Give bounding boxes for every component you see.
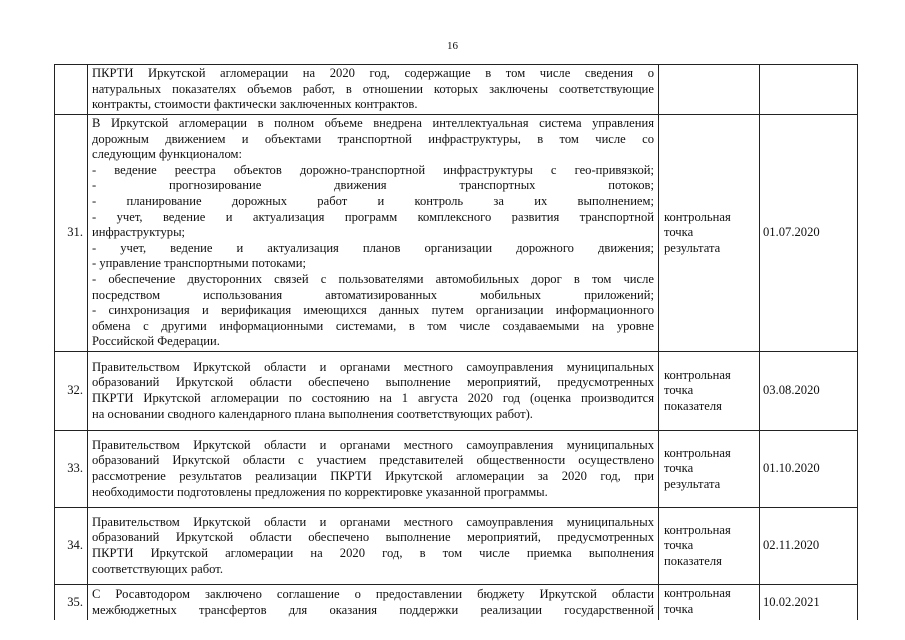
checkpoint-type	[659, 115, 760, 352]
description-line: натуральных показателях объемов работ, в отношении которых заключены соответствующие	[92, 81, 654, 96]
checkpoint-type	[659, 507, 760, 584]
row-number: 31.	[55, 115, 88, 352]
description-line: - прогнозирование движения транспортных потоков;	[92, 178, 654, 193]
description-line: следующим функционалом:	[92, 147, 242, 162]
description-line: контракты, стоимости фактически заключенных контрактов.	[92, 97, 418, 112]
checkpoint-type-word: результата	[664, 476, 721, 491]
description-line: межбюджетных трансфертов для оказания поддержки реализации государственной	[92, 602, 654, 617]
row-description	[88, 65, 659, 115]
row-description	[88, 115, 659, 352]
row-description	[88, 430, 659, 507]
description-line: дорожным движением и объектами транспортной инфраструктуры, в том числе со	[92, 131, 654, 146]
checkpoint-date: 01.10.2020	[760, 430, 858, 507]
table-row	[55, 65, 858, 115]
row-number	[55, 65, 88, 115]
description-line: ПКРТИ Иркутской агломерации на 2020 год, содержащие в том числе сведения о	[92, 66, 654, 81]
description-line: инфраструктуры;	[92, 225, 186, 240]
table-body	[55, 65, 858, 621]
checkpoint-type-word: точка	[664, 461, 694, 476]
description-line: образований Иркутской области обеспечено выполнение мероприятий, предусмотренных	[92, 375, 654, 390]
description-line: рассмотрение результатов реализации ПКРТИ Иркутской агломерации за 2020 год, при	[92, 468, 654, 483]
description-line: С Росавтодором заключено соглашение о предоставлении бюджету Иркутской области	[92, 587, 654, 602]
table-row	[55, 584, 858, 620]
checkpoint-type-word: показателя	[664, 398, 722, 413]
description-line: - учет, ведение и актуализация планов организации дорожного движения;	[92, 240, 654, 255]
description-line: Российской Федерации.	[92, 334, 220, 349]
checkpoint-type-word: контрольная	[664, 522, 731, 537]
description-line: образований Иркутской области обеспечено выполнение мероприятий, предусмотренных	[92, 530, 654, 545]
description-line: - управление транспортными потоками;	[92, 256, 306, 271]
checkpoint-date	[760, 65, 858, 115]
description-line: - ведение реестра объектов дорожно-транспортной инфраструктуры с гео-привязкой;	[92, 162, 654, 177]
description-line: - планирование дорожных работ и контроль за их выполнением;	[92, 193, 654, 208]
checkpoint-date: 01.07.2020	[760, 115, 858, 352]
description-line: - синхронизация и верификация имеющихся данных путем организации информационного	[92, 303, 654, 318]
checkpoint-date: 03.08.2020	[760, 351, 858, 430]
description-line: на основании сводного календарного плана выполнения соответствующих работ).	[92, 406, 533, 421]
row-description	[88, 351, 659, 430]
description-line: необходимости подготовлены предложения по корректировке указанной программы.	[92, 484, 548, 499]
description-line: Правительством Иркутской области и органами местного самоуправления муниципальных	[92, 359, 654, 374]
table-row	[55, 115, 858, 352]
checkpoint-date: 10.02.2021	[760, 584, 858, 620]
checkpoint-type	[659, 351, 760, 430]
table-row	[55, 430, 858, 507]
checkpoint-type-word: результата	[664, 240, 721, 255]
description-line: ПКРТИ Иркутской агломерации на 2020 год, в том числе приемка выполнения	[92, 545, 654, 560]
checkpoint-type-word: точка	[664, 601, 694, 616]
page-number: 16	[447, 40, 458, 52]
checkpoint-type-word: контрольная	[664, 585, 731, 600]
description-line: - обеспечение двусторонних связей с пользователями автомобильных дорог в том числе	[92, 271, 654, 286]
checkpoint-type-word: точка	[664, 538, 694, 553]
row-description	[88, 584, 659, 620]
table-row	[55, 351, 858, 430]
checkpoint-type-word: контрольная	[664, 367, 731, 382]
checkpoint-type	[659, 430, 760, 507]
row-number: 32.	[55, 351, 88, 430]
description-line: обмена с другими информационными системами, в том числе создаваемыми на уровне	[92, 318, 654, 333]
checkpoint-date: 02.11.2020	[760, 507, 858, 584]
row-description	[88, 507, 659, 584]
description-line: образований Иркутской области с участием представителей общественности осуществлено	[92, 453, 654, 468]
description-line: - учет, ведение и актуализация программ комплексного развития транспортной	[92, 209, 654, 224]
checkpoint-type-word: показателя	[664, 553, 722, 568]
description-line: Правительством Иркутской области и органами местного самоуправления муниципальных	[92, 514, 654, 529]
checkpoint-type-word: точка	[664, 225, 694, 240]
description-line: ПКРТИ Иркутской агломерации по состоянию на 1 августа 2020 год (оценка производится	[92, 390, 654, 405]
checkpoint-type-word: точка	[664, 383, 694, 398]
checkpoint-type	[659, 65, 760, 115]
description-line: посредством использования автоматизированных мобильных приложений;	[92, 287, 654, 302]
checkpoint-type-word: контрольная	[664, 445, 731, 460]
row-number: 35.	[55, 584, 88, 620]
description-line: соответствующих работ.	[92, 561, 223, 576]
checkpoint-type	[659, 584, 760, 620]
table-row	[55, 507, 858, 584]
description-line: В Иркутской агломерации в полном объеме внедрена интеллектуальная система управления	[92, 116, 654, 130]
description-line: Правительством Иркутской области и органами местного самоуправления муниципальных	[92, 437, 654, 452]
row-number: 33.	[55, 430, 88, 507]
checkpoint-type-word: контрольная	[664, 209, 731, 224]
milestones-table	[54, 64, 858, 620]
row-number: 34.	[55, 507, 88, 584]
